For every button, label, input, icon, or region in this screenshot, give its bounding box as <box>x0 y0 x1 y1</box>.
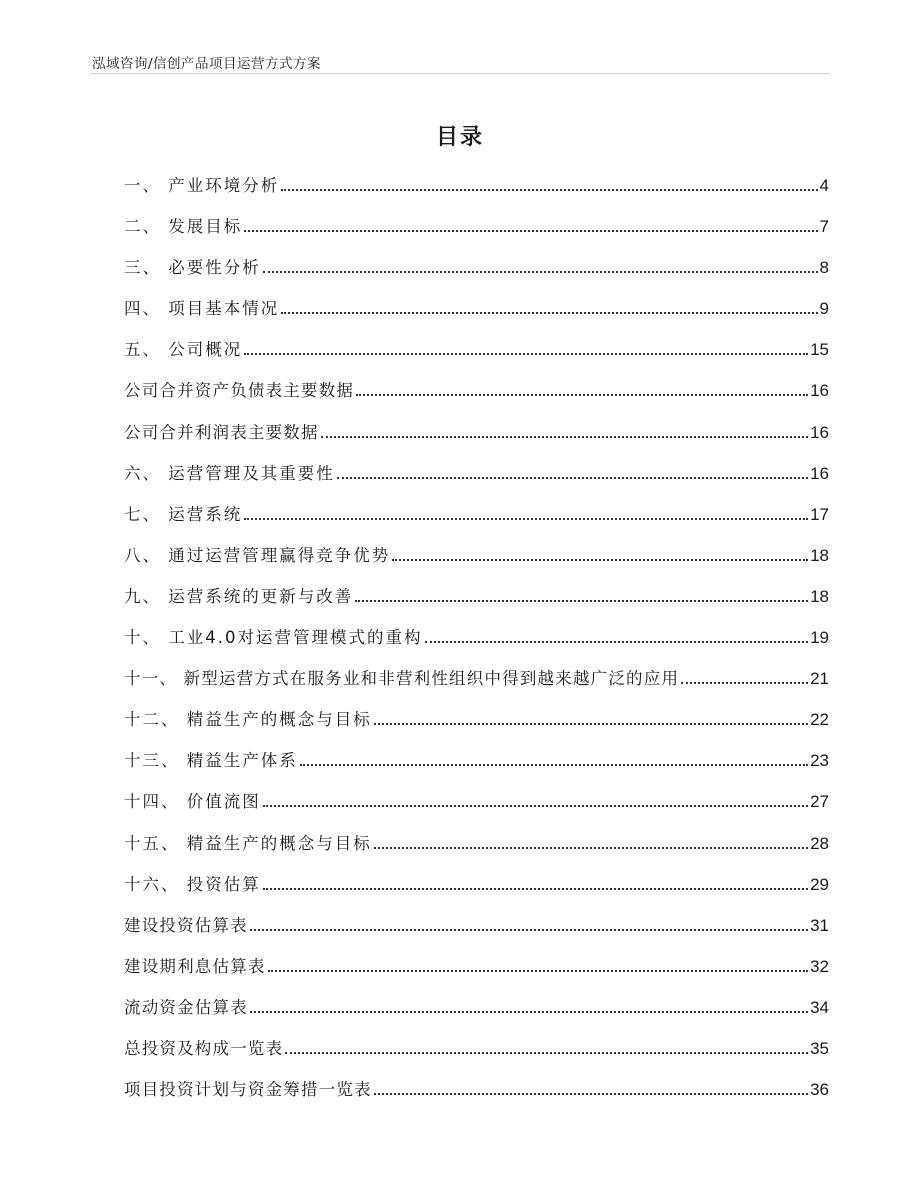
toc-leader-dots <box>268 969 808 972</box>
toc-entry-label: 七、 运营系统 <box>124 504 243 524</box>
toc-entry-label: 八、 通过运营管理赢得竞争优势 <box>124 545 391 565</box>
toc-entry[interactable] <box>124 254 829 295</box>
toc-entry[interactable] <box>124 830 829 871</box>
toc-entry-page: 32 <box>810 956 829 976</box>
toc-entry-page: 18 <box>810 586 829 606</box>
toc-entry-label: 十六、 投资估算 <box>124 874 261 894</box>
toc-leader-dots <box>244 352 808 355</box>
toc-entry-page: 15 <box>810 340 829 360</box>
toc-entry-label: 流动资金估算表 <box>124 997 248 1017</box>
toc-entry[interactable] <box>124 377 829 418</box>
toc-entry-page: 8 <box>819 258 829 278</box>
toc-entry[interactable] <box>124 460 829 501</box>
toc-entry-label: 十一、 新型运营方式在服务业和非营利性组织中得到越来越广泛的应用 <box>124 669 680 689</box>
toc-entry-label: 十、 工业4.0对运营管理模式的重构 <box>124 628 423 648</box>
toc-leader-dots <box>263 804 808 807</box>
toc-entry[interactable] <box>124 419 829 460</box>
toc-entry-page: 16 <box>810 463 829 483</box>
table-of-contents <box>124 172 829 1117</box>
toc-entry-label: 建设期利息估算表 <box>124 956 266 976</box>
toc-leader-dots <box>392 558 808 561</box>
toc-entry[interactable] <box>124 336 829 377</box>
toc-leader-dots <box>355 599 808 602</box>
toc-entry[interactable] <box>124 542 829 583</box>
toc-entry-page: 16 <box>810 381 829 401</box>
toc-leader-dots <box>321 435 808 438</box>
toc-leader-dots <box>374 1092 808 1095</box>
toc-entry[interactable] <box>124 665 829 706</box>
toc-entry-page: 16 <box>810 422 829 442</box>
toc-entry-page: 19 <box>810 628 829 648</box>
toc-leader-dots <box>285 1051 808 1054</box>
toc-entry-label: 三、 必要性分析 <box>124 258 261 278</box>
toc-leader-dots <box>250 1010 808 1013</box>
toc-leader-dots <box>281 188 817 191</box>
toc-entry-label: 五、 公司概况 <box>124 340 243 360</box>
toc-entry-label: 总投资及构成一览表 <box>124 1038 284 1058</box>
toc-entry-page: 27 <box>810 792 829 812</box>
toc-leader-dots <box>356 393 808 396</box>
toc-entry-page: 28 <box>810 833 829 853</box>
toc-entry-page: 31 <box>810 915 829 935</box>
toc-entry[interactable] <box>124 624 829 665</box>
toc-entry-label: 二、 发展目标 <box>124 217 243 237</box>
toc-entry[interactable] <box>124 172 829 213</box>
toc-leader-dots <box>374 722 808 725</box>
toc-entry-page: 4 <box>819 176 829 195</box>
toc-entry[interactable] <box>124 1035 829 1076</box>
toc-entry-page: 21 <box>810 669 829 689</box>
toc-entry[interactable] <box>124 583 829 624</box>
toc-leader-dots <box>281 311 817 314</box>
toc-leader-dots <box>244 229 817 232</box>
toc-entry-page: 9 <box>819 299 829 319</box>
toc-leader-dots <box>263 270 818 273</box>
toc-entry-label: 公司合并资产负债表主要数据 <box>124 381 355 401</box>
toc-leader-dots <box>300 763 808 766</box>
toc-entry-page: 34 <box>810 997 829 1017</box>
header-divider <box>90 73 830 74</box>
toc-entry[interactable] <box>124 871 829 912</box>
toc-leader-dots <box>337 476 808 479</box>
toc-entry-label: 十五、 精益生产的概念与目标 <box>124 833 372 853</box>
toc-entry-page: 17 <box>810 504 829 524</box>
toc-entry[interactable] <box>124 706 829 747</box>
toc-entry-page: 22 <box>810 710 829 730</box>
toc-entry[interactable] <box>124 953 829 994</box>
toc-entry-label: 九、 运营系统的更新与改善 <box>124 586 354 606</box>
toc-leader-dots <box>244 517 808 520</box>
toc-entry[interactable] <box>124 788 829 829</box>
toc-entry-label: 四、 项目基本情况 <box>124 299 280 319</box>
toc-entry-page: 7 <box>819 217 829 237</box>
toc-entry[interactable] <box>124 501 829 542</box>
toc-entry-label: 公司合并利润表主要数据 <box>124 422 319 442</box>
toc-entry-page: 23 <box>810 751 829 771</box>
toc-entry-page: 18 <box>810 545 829 565</box>
toc-entry-page: 35 <box>810 1038 829 1058</box>
toc-entry-label: 十四、 价值流图 <box>124 792 261 812</box>
toc-leader-dots <box>263 887 808 890</box>
toc-entry-page: 36 <box>810 1080 829 1100</box>
toc-leader-dots <box>250 928 808 931</box>
toc-entry[interactable] <box>124 994 829 1035</box>
page-title: 目录 <box>435 125 484 150</box>
toc-entry[interactable] <box>124 213 829 254</box>
toc-entry[interactable] <box>124 295 829 336</box>
toc-entry-label: 六、 运营管理及其重要性 <box>124 463 335 483</box>
toc-leader-dots <box>374 846 808 849</box>
toc-entry-label: 项目投资计划与资金筹措一览表 <box>124 1080 372 1100</box>
toc-leader-dots <box>681 681 808 684</box>
toc-entry[interactable] <box>124 1076 829 1117</box>
toc-entry-label: 十二、 精益生产的概念与目标 <box>124 710 372 730</box>
toc-entry-label: 建设投资估算表 <box>124 915 248 935</box>
running-header: 泓域咨询/信创产品项目运营方式方案 <box>92 56 322 72</box>
toc-entry-label: 十三、 精益生产体系 <box>124 751 298 771</box>
toc-entry-page: 29 <box>810 874 829 894</box>
toc-entry[interactable] <box>124 747 829 788</box>
toc-entry-label: 一、 产业环境分析 <box>124 176 280 195</box>
toc-leader-dots <box>425 640 809 643</box>
toc-entry[interactable] <box>124 912 829 953</box>
